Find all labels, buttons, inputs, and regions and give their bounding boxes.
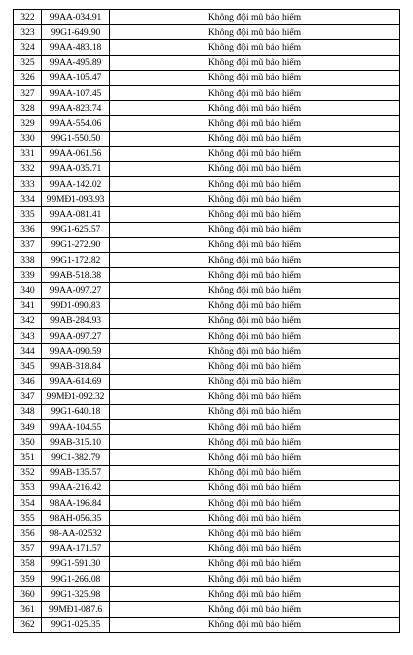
row-number-cell: 357 — [14, 541, 42, 556]
plate-number-cell: 99AA-171.57 — [42, 541, 110, 556]
violation-cell: Không đội mũ bảo hiểm — [110, 511, 400, 526]
row-number-cell: 350 — [14, 435, 42, 450]
plate-number-cell: 99AA-216.42 — [42, 480, 110, 495]
plate-number-cell: 98-AA-02532 — [42, 526, 110, 541]
table-row — [14, 161, 400, 176]
row-number-cell: 351 — [14, 450, 42, 465]
row-number-cell: 329 — [14, 116, 42, 131]
violation-cell: Không đội mũ bảo hiểm — [110, 177, 400, 192]
violation-cell: Không đội mũ bảo hiểm — [110, 40, 400, 55]
plate-number-cell: 99AA-495.89 — [42, 55, 110, 70]
plate-number-cell: 99AA-105.47 — [42, 70, 110, 85]
plate-number-cell: 99AA-081.41 — [42, 207, 110, 222]
row-number-cell: 324 — [14, 40, 42, 55]
violation-cell: Không đội mũ bảo hiểm — [110, 480, 400, 495]
table-row — [14, 313, 400, 328]
table-row — [14, 480, 400, 495]
violation-cell: Không đội mũ bảo hiểm — [110, 556, 400, 571]
violation-cell: Không đội mũ bảo hiểm — [110, 207, 400, 222]
row-number-cell: 323 — [14, 25, 42, 40]
table-row — [14, 116, 400, 131]
violation-cell: Không đội mũ bảo hiểm — [110, 420, 400, 435]
row-number-cell: 327 — [14, 85, 42, 100]
table-body — [14, 10, 400, 633]
plate-number-cell: 99MĐ1-093.93 — [42, 192, 110, 207]
plate-number-cell: 99AB-315.10 — [42, 435, 110, 450]
table-row — [14, 283, 400, 298]
row-number-cell: 361 — [14, 602, 42, 617]
violation-cell: Không đội mũ bảo hiểm — [110, 131, 400, 146]
table-row — [14, 70, 400, 85]
table-row — [14, 253, 400, 268]
table-row — [14, 404, 400, 419]
row-number-cell: 354 — [14, 496, 42, 511]
violation-cell: Không đội mũ bảo hiểm — [110, 571, 400, 586]
table-row — [14, 131, 400, 146]
table-row — [14, 328, 400, 343]
violation-cell: Không đội mũ bảo hiểm — [110, 283, 400, 298]
violation-cell: Không đội mũ bảo hiểm — [110, 222, 400, 237]
violation-cell: Không đội mũ bảo hiểm — [110, 389, 400, 404]
row-number-cell: 344 — [14, 344, 42, 359]
row-number-cell: 338 — [14, 253, 42, 268]
plate-number-cell: 99MĐ1-092.32 — [42, 389, 110, 404]
plate-number-cell: 99AB-318.84 — [42, 359, 110, 374]
table-row — [14, 192, 400, 207]
violation-cell: Không đội mũ bảo hiểm — [110, 344, 400, 359]
violation-cell: Không đội mũ bảo hiểm — [110, 374, 400, 389]
row-number-cell: 353 — [14, 480, 42, 495]
row-number-cell: 359 — [14, 571, 42, 586]
table-row — [14, 511, 400, 526]
table-row — [14, 435, 400, 450]
table-row — [14, 526, 400, 541]
plate-number-cell: 99G1-272.90 — [42, 237, 110, 252]
plate-number-cell: 99AA-034.91 — [42, 10, 110, 25]
row-number-cell: 336 — [14, 222, 42, 237]
violation-cell: Không đội mũ bảo hiểm — [110, 25, 400, 40]
row-number-cell: 362 — [14, 617, 42, 632]
table-row — [14, 465, 400, 480]
plate-number-cell: 99AA-061.56 — [42, 146, 110, 161]
table-row — [14, 344, 400, 359]
plate-number-cell: 99G1-649.90 — [42, 25, 110, 40]
plate-number-cell: 99AA-483.18 — [42, 40, 110, 55]
violation-cell: Không đội mũ bảo hiểm — [110, 55, 400, 70]
table-row — [14, 374, 400, 389]
row-number-cell: 325 — [14, 55, 42, 70]
violation-cell: Không đội mũ bảo hiểm — [110, 313, 400, 328]
table-row — [14, 389, 400, 404]
violation-cell: Không đội mũ bảo hiểm — [110, 268, 400, 283]
plate-number-cell: 99G1-640.18 — [42, 404, 110, 419]
violation-cell: Không đội mũ bảo hiểm — [110, 237, 400, 252]
table-row — [14, 298, 400, 313]
row-number-cell: 334 — [14, 192, 42, 207]
violation-cell: Không đội mũ bảo hiểm — [110, 617, 400, 632]
row-number-cell: 328 — [14, 101, 42, 116]
plate-number-cell: 99AB-518.38 — [42, 268, 110, 283]
plate-number-cell: 98AA-196.84 — [42, 496, 110, 511]
row-number-cell: 352 — [14, 465, 42, 480]
row-number-cell: 355 — [14, 511, 42, 526]
row-number-cell: 360 — [14, 587, 42, 602]
violation-cell: Không đội mũ bảo hiểm — [110, 101, 400, 116]
violation-cell: Không đội mũ bảo hiểm — [110, 465, 400, 480]
violation-cell: Không đội mũ bảo hiểm — [110, 496, 400, 511]
plate-number-cell: 99AA-107.45 — [42, 85, 110, 100]
table-row — [14, 496, 400, 511]
violation-cell: Không đội mũ bảo hiểm — [110, 298, 400, 313]
table-row — [14, 146, 400, 161]
table-row — [14, 237, 400, 252]
plate-number-cell: 99G1-025.35 — [42, 617, 110, 632]
violation-cell: Không đội mũ bảo hiểm — [110, 404, 400, 419]
row-number-cell: 345 — [14, 359, 42, 374]
row-number-cell: 358 — [14, 556, 42, 571]
table-row — [14, 101, 400, 116]
plate-number-cell: 99AA-823.74 — [42, 101, 110, 116]
row-number-cell: 331 — [14, 146, 42, 161]
plate-number-cell: 99C1-382.79 — [42, 450, 110, 465]
violation-cell: Không đội mũ bảo hiểm — [110, 253, 400, 268]
violation-cell: Không đội mũ bảo hiểm — [110, 359, 400, 374]
plate-number-cell: 99G1-266.08 — [42, 571, 110, 586]
row-number-cell: 343 — [14, 328, 42, 343]
table-row — [14, 450, 400, 465]
table-row — [14, 541, 400, 556]
row-number-cell: 339 — [14, 268, 42, 283]
table-row — [14, 55, 400, 70]
violation-cell: Không đội mũ bảo hiểm — [110, 587, 400, 602]
row-number-cell: 330 — [14, 131, 42, 146]
violation-cell: Không đội mũ bảo hiểm — [110, 435, 400, 450]
plate-number-cell: 99AA-104.55 — [42, 420, 110, 435]
table-row — [14, 420, 400, 435]
table-row — [14, 587, 400, 602]
row-number-cell: 322 — [14, 10, 42, 25]
violation-table — [13, 9, 400, 633]
table-row — [14, 40, 400, 55]
violation-cell: Không đội mũ bảo hiểm — [110, 146, 400, 161]
plate-number-cell: 99AA-614.69 — [42, 374, 110, 389]
violation-cell: Không đội mũ bảo hiểm — [110, 116, 400, 131]
plate-number-cell: 99AB-135.57 — [42, 465, 110, 480]
row-number-cell: 346 — [14, 374, 42, 389]
plate-number-cell: 99G1-625.57 — [42, 222, 110, 237]
plate-number-cell: 99MĐ1-087.6 — [42, 602, 110, 617]
violation-cell: Không đội mũ bảo hiểm — [110, 85, 400, 100]
plate-number-cell: 99D1-090.83 — [42, 298, 110, 313]
row-number-cell: 348 — [14, 404, 42, 419]
row-number-cell: 356 — [14, 526, 42, 541]
row-number-cell: 333 — [14, 177, 42, 192]
table-row — [14, 571, 400, 586]
plate-number-cell: 99AA-097.27 — [42, 283, 110, 298]
table-row — [14, 556, 400, 571]
violation-cell: Không đội mũ bảo hiểm — [110, 161, 400, 176]
table-row — [14, 602, 400, 617]
table-row — [14, 10, 400, 25]
violation-cell: Không đội mũ bảo hiểm — [110, 526, 400, 541]
row-number-cell: 337 — [14, 237, 42, 252]
row-number-cell: 349 — [14, 420, 42, 435]
row-number-cell: 335 — [14, 207, 42, 222]
table-row — [14, 207, 400, 222]
plate-number-cell: 99G1-325.98 — [42, 587, 110, 602]
plate-number-cell: 98AH-056.35 — [42, 511, 110, 526]
plate-number-cell: 99AA-554.06 — [42, 116, 110, 131]
table-row — [14, 85, 400, 100]
row-number-cell: 342 — [14, 313, 42, 328]
row-number-cell: 332 — [14, 161, 42, 176]
violation-cell: Không đội mũ bảo hiểm — [110, 10, 400, 25]
row-number-cell: 341 — [14, 298, 42, 313]
table-row — [14, 359, 400, 374]
violation-cell: Không đội mũ bảo hiểm — [110, 450, 400, 465]
plate-number-cell: 99AA-097.27 — [42, 328, 110, 343]
table-row — [14, 617, 400, 632]
plate-number-cell: 99AA-035.71 — [42, 161, 110, 176]
row-number-cell: 326 — [14, 70, 42, 85]
row-number-cell: 347 — [14, 389, 42, 404]
violation-cell: Không đội mũ bảo hiểm — [110, 541, 400, 556]
plate-number-cell: 99AA-090.59 — [42, 344, 110, 359]
plate-number-cell: 99AB-284.93 — [42, 313, 110, 328]
table-row — [14, 177, 400, 192]
row-number-cell: 340 — [14, 283, 42, 298]
plate-number-cell: 99G1-172.82 — [42, 253, 110, 268]
violation-cell: Không đội mũ bảo hiểm — [110, 192, 400, 207]
plate-number-cell: 99AA-142.02 — [42, 177, 110, 192]
violation-cell: Không đội mũ bảo hiểm — [110, 602, 400, 617]
plate-number-cell: 99G1-550.50 — [42, 131, 110, 146]
table-row — [14, 268, 400, 283]
table-row — [14, 25, 400, 40]
violation-cell: Không đội mũ bảo hiểm — [110, 70, 400, 85]
plate-number-cell: 99G1-591.30 — [42, 556, 110, 571]
table-row — [14, 222, 400, 237]
violation-cell: Không đội mũ bảo hiểm — [110, 328, 400, 343]
